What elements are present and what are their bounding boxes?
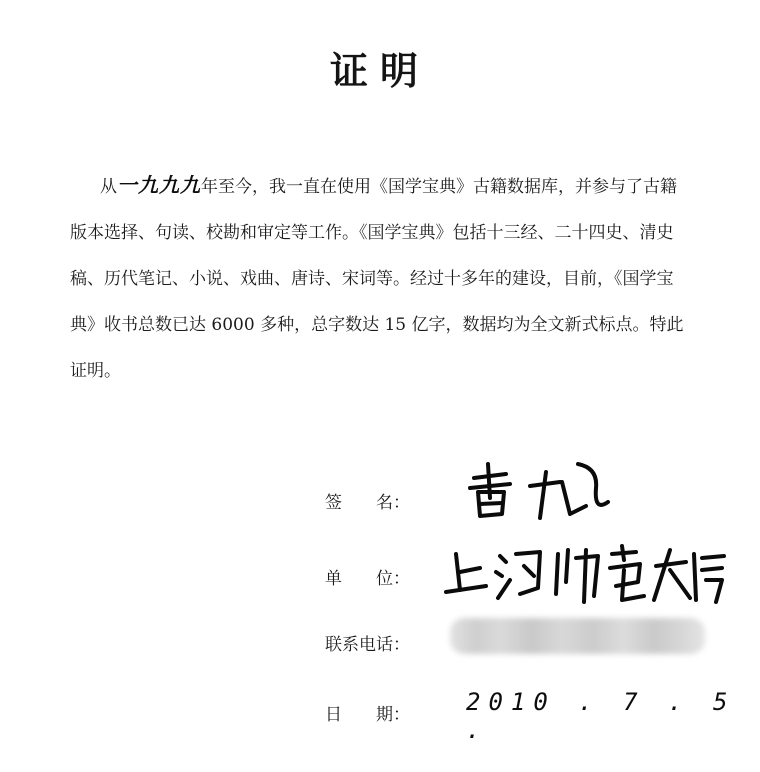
- unit-label: 单 位：: [325, 569, 410, 589]
- certificate-title: 证明: [329, 49, 430, 93]
- date-label: 日 期：: [325, 705, 410, 725]
- body-rest: 年至今，我一直在使用《国学宝典》古籍数据库，并参与了古籍版本选择、句读、校勘和审定等工作。《国学宝典》包括十三经、二十四史、清史稿、历代笔记、小说、戏曲、唐诗、宋词等。经过十多年的建设，目前，《国学宝典》收书总数已达 6000 多种，总字数达 15 亿字，数据均为全文新式标点。特此证明。: [70, 177, 684, 381]
- signature-label: 签 名：: [325, 493, 410, 513]
- handwritten-date: 2010 . 7 . 5 .: [466, 688, 736, 744]
- handwritten-institution: [440, 540, 730, 612]
- handwritten-year: 一九九九: [117, 173, 201, 197]
- certificate-body: [70, 162, 690, 394]
- phone-value-redacted: [450, 618, 705, 654]
- body-prefix: 从: [100, 177, 117, 197]
- phone-label: 联系电话：: [325, 635, 410, 655]
- handwritten-signature: [460, 458, 620, 528]
